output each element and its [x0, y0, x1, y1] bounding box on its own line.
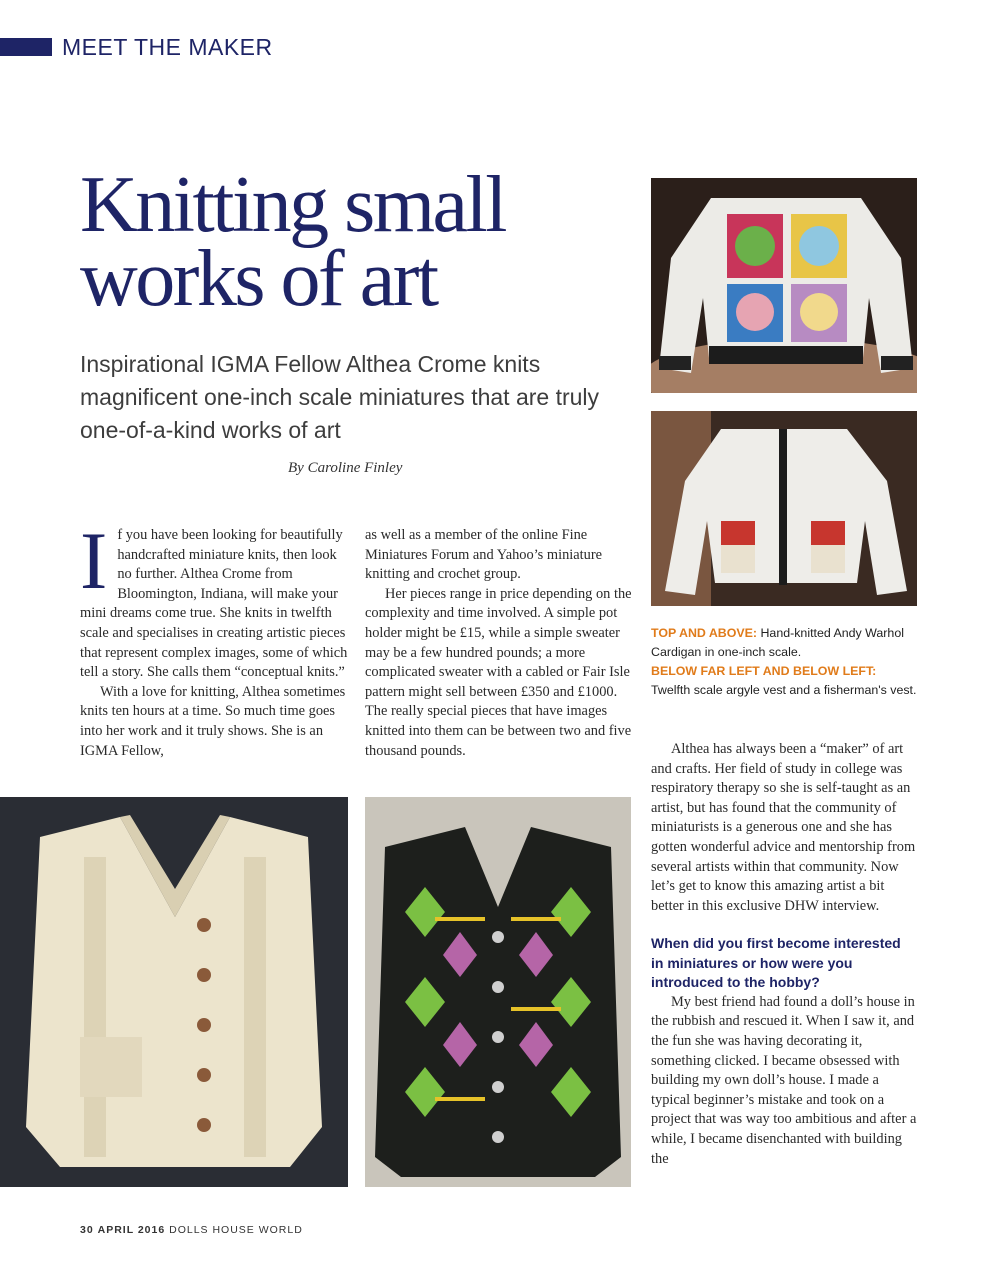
body-column-1	[80, 515, 348, 761]
paragraph: Her pieces range in price depending on the complexity and time involved. A simple pot holder might be £15, while a simple sweater may be a few hundred pounds; a more complicated sweater with a cabled or Fair Isle pattern might sell between £350 and £1000. The really special pieces that have images knitted into them can be between two and five thousand pounds.	[365, 585, 632, 759]
article-title	[80, 161, 640, 323]
title-line-1: Knitting small	[80, 161, 505, 249]
photo-caption	[651, 624, 917, 700]
magazine-name: DOLLS HOUSE WORLD	[169, 1224, 303, 1236]
caption-lead-1: TOP AND ABOVE:	[651, 626, 758, 640]
issue-date: APRIL 2016	[97, 1224, 166, 1236]
paragraph: as well as a member of the online Fine Miniatures Forum and Yahoo’s miniature knitting and crochet group.	[365, 527, 603, 583]
title-line-2: works of art	[80, 235, 437, 323]
drop-cap: I	[80, 515, 108, 606]
fishermans-vest-photo	[0, 797, 348, 1187]
section-color-bar	[0, 38, 52, 56]
warhol-cardigan-photo	[651, 178, 917, 393]
caption-text-2: Twelfth scale argyle vest and a fisherman's vest.	[651, 683, 917, 697]
byline: By Caroline Finley	[288, 460, 403, 476]
body-column-2	[365, 526, 633, 761]
page-number: 30	[80, 1224, 94, 1236]
interview-question: When did you first become interested in miniatures or how were you introduced to the hobby?	[651, 935, 901, 991]
standfirst: Inspirational IGMA Fellow Althea Crome knits magnificent one-inch scale miniatures that are truly one-of-a-kind works of art	[80, 351, 600, 443]
body-column-3	[651, 740, 917, 1169]
paragraph-text: f you have been looking for beautifully handcrafted miniature knits, then look no further. Althea Crome from Bloomington, Indiana, will make your mini dreams come true. She knits in twelfth scale and specialises in creating artistic pieces that represent complex images, some of which tell a story. She calls them “conceptual knits.”	[80, 527, 348, 681]
section-label: MEET THE MAKER	[62, 34, 273, 60]
paragraph: With a love for knitting, Althea sometimes knits ten hours at a time. So much time goes into her work and it truly shows. She is an IGMA Fellow,	[80, 683, 346, 759]
caption-lead-2: BELOW FAR LEFT AND BELOW LEFT:	[651, 664, 877, 678]
paragraph	[80, 515, 348, 683]
paragraph: My best friend had found a doll’s house in the rubbish and rescued it. When I saw it, and the fun she was having decorating it, something clicked. I became obsessed with building my own doll’s house. I made a typical beginner’s mistake and took on a project that was way too ambitious and after a while, I became disenchanted with building the	[651, 993, 917, 1167]
argyle-vest-photo	[365, 797, 631, 1187]
page-footer	[80, 1224, 303, 1236]
soup-can-cardigan-photo	[651, 411, 917, 606]
caption-text-1: Hand-knitted Andy Warhol Cardigan in one-inch scale.	[651, 626, 904, 659]
paragraph: Althea has always been a “maker” of art and crafts. Her field of study in college was respiratory therapy so she is self-taught as an artist, but has found that the community of miniaturists is a generous one and she has gotten wonderful advice and mentorship from several artists within that community. Now let’s get to know this amazing artist a bit better in this exclusive DHW interview.	[651, 741, 916, 914]
